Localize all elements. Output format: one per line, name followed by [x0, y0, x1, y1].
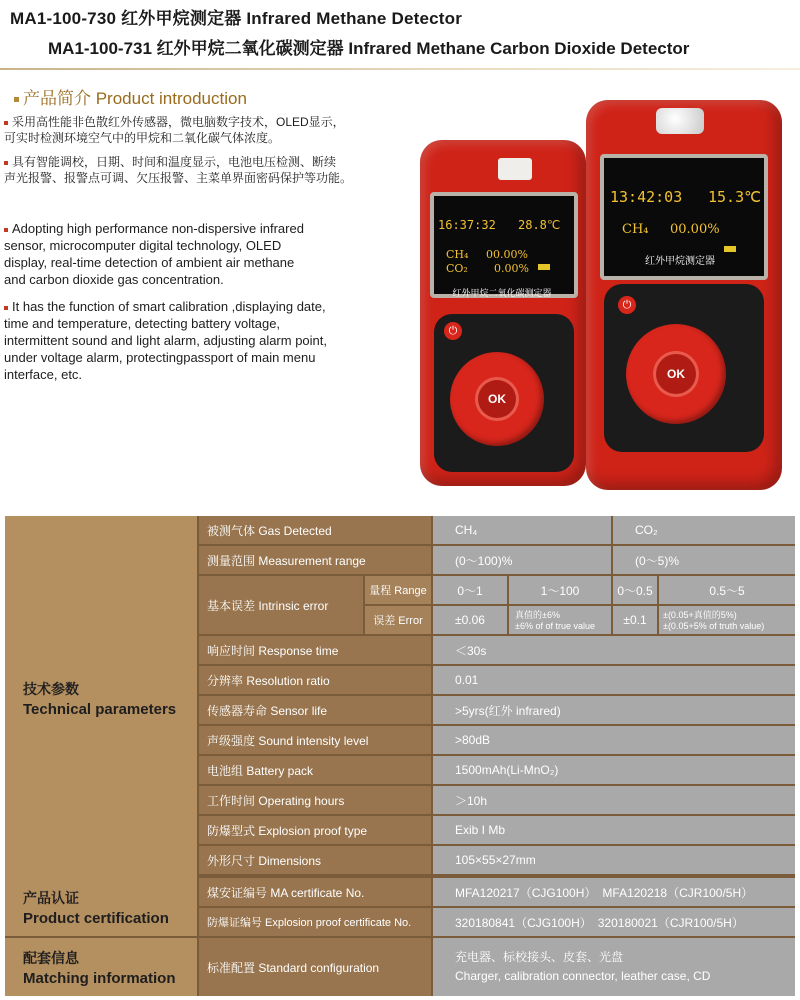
group-technical-parameters: [5, 516, 197, 880]
bullet-line: sensor, microcomputer digital technology, OLED: [4, 238, 282, 253]
group-title-cn: 产品认证: [23, 889, 79, 906]
bullet-line: 可实时检测环境空气中的甲烷和二氧化碳气体浓度。: [4, 131, 281, 145]
cell-dimensions: 105×55×27mm: [433, 846, 795, 874]
cell-range-2: 1～100: [509, 576, 611, 604]
bullet-line: intermittent sound and light alarm, adjusting alarm point,: [4, 333, 328, 348]
row-label-sensor-life: 传感器寿命 Sensor life: [199, 696, 431, 724]
cell-error-4: [659, 606, 795, 634]
row-label-explosion-certificate: 防爆证编号 Explosion proof certificate No.: [199, 908, 431, 936]
bullet-line: 具有智能调校，日期、时间和温度显示，电池电压检测、断续: [12, 155, 337, 169]
row-label-battery-pack: 电池组 Battery pack: [199, 756, 431, 784]
power-icon: ⏻: [444, 322, 462, 340]
screen-co2-label: CO₂: [446, 262, 468, 275]
group-title-en: Matching information: [23, 969, 176, 987]
row-label-explosion-proof-type: 防爆型式 Explosion proof type: [199, 816, 431, 844]
device-left-screen: [430, 192, 578, 298]
group-title-cn: 配套信息: [23, 949, 79, 966]
cell-explosion-proof-type: Exib I Mb: [433, 816, 795, 844]
bullet-icon: [4, 161, 8, 165]
bullet-icon: [4, 121, 8, 125]
row-label-resolution-ratio: 分辨率 Resolution ratio: [199, 666, 431, 694]
cell-operating-hours: ＞10h: [433, 786, 795, 814]
cell-battery-pack: 1500mAh(Li-MnO₂): [433, 756, 795, 784]
bullet-line: and carbon dioxide gas concentration.: [4, 272, 224, 287]
cell-range-ch4: (0～100)%: [433, 546, 611, 574]
group-matching-information: [5, 938, 197, 996]
group-title-cn: 技术参数: [23, 680, 79, 697]
row-label-ma-certificate: 煤安证编号 MA certificate No.: [199, 878, 431, 906]
error-2-line-en: ±6% of of true value: [515, 621, 595, 631]
cell-gas-co2: CO₂: [613, 516, 795, 544]
row-label-measurement-range: 测量范围 Measurement range: [199, 546, 431, 574]
row-label-sound-intensity: 声级强度 Sound intensity level: [199, 726, 431, 754]
config-line-en: Charger, calibration connector, leather case, CD: [455, 969, 711, 983]
screen-temp: 15.3℃: [708, 188, 761, 206]
bullet-line: under voltage alarm, protectingpassport of main menu: [4, 350, 316, 365]
device-left-nameplate: 红外甲烷二氧化碳测定器: [452, 288, 552, 298]
en-bullet-2: [4, 298, 364, 383]
row-label-response-time: 响应时间 Response time: [199, 636, 431, 664]
cell-range-co2: (0～5)%: [613, 546, 795, 574]
bullet-line: 采用高性能非色散红外传感器，微电脑数字技术，OLED显示，: [12, 115, 345, 129]
row-label-gas-detected: 被测气体 Gas Detected: [199, 516, 431, 544]
intro-heading-text: 产品简介 Product introduction: [23, 89, 247, 108]
group-title-en: Product certification: [23, 909, 169, 927]
screen-time: 13:42:03: [610, 188, 683, 206]
cell-error-2: [509, 606, 611, 634]
cell-range-1: 0～1: [433, 576, 507, 604]
cell-sensor-life: >5yrs(红外 infrared): [433, 696, 795, 724]
bullet-line: display, real-time detection of ambient air methane: [4, 255, 295, 270]
intro-heading: [14, 84, 247, 109]
row-label-dimensions: 外形尺寸 Dimensions: [199, 846, 431, 874]
group-product-certification: [5, 878, 197, 936]
config-line-cn: 充电器、标校接头、皮套、光盘: [455, 950, 624, 964]
cell-sound-intensity: >80dB: [433, 726, 795, 754]
battery-icon: [538, 264, 550, 270]
screen-ch4-value: 00.00%: [486, 248, 528, 261]
header-divider: [0, 68, 800, 70]
cell-error-1: ±0.06: [433, 606, 507, 634]
screen-time: 16:37:32: [438, 218, 496, 232]
title-line-2: MA1-100-731 红外甲烷二氧化碳测定器 Infrared Methane Carbon Dioxide Detector: [48, 39, 690, 58]
ok-button-icon: OK: [478, 380, 516, 418]
title-line-1: MA1-100-730 红外甲烷测定器 Infrared Methane Detector: [10, 9, 463, 28]
sub-label-range: 量程 Range: [365, 576, 431, 604]
sub-label-error: 误差 Error: [365, 606, 431, 634]
cell-range-3: 0～0.5: [613, 576, 657, 604]
device-right-keypad: [604, 284, 764, 452]
bullet-icon: [4, 228, 8, 232]
screen-ch4-value: 00.00%: [670, 222, 720, 237]
device-right-image: [586, 100, 782, 490]
screen-co2-value: 0.00%: [494, 262, 529, 275]
bullet-line: 声光报警、报警点可调、欠压报警、主菜单界面密码保护等功能。: [4, 171, 353, 185]
ok-button-icon: OK: [656, 354, 696, 394]
power-icon: ⏻: [618, 296, 636, 314]
spec-table: [5, 516, 795, 996]
cell-gas-ch4: CH₄: [433, 516, 611, 544]
cell-response-time: ＜30s: [433, 636, 795, 664]
cell-resolution-ratio: 0.01: [433, 666, 795, 694]
header: [0, 0, 800, 68]
heading-bullet-icon: [14, 97, 19, 102]
cn-bullet-2: [4, 154, 404, 186]
cell-error-3: ±0.1: [613, 606, 657, 634]
row-label-intrinsic-error: 基本误差 Intrinsic error: [199, 576, 363, 634]
screen-ch4-label: CH₄: [622, 222, 649, 237]
sensor-window-icon: [498, 158, 532, 180]
screen-temp: 28.8℃: [518, 218, 561, 232]
en-bullet-1: [4, 220, 364, 288]
cell-ma-certificate: MFA120217（CJG100H） MFA120218（CJR100/5H）: [433, 878, 795, 906]
row-label-standard-configuration: 标准配置 Standard configuration: [199, 938, 431, 996]
group-title-en: Technical parameters: [23, 700, 177, 718]
bullet-icon: [4, 306, 8, 310]
error-4-line-en: ±(0.05+5% of truth value): [663, 621, 765, 631]
cell-standard-configuration: [433, 938, 795, 996]
row-label-operating-hours: 工作时间 Operating hours: [199, 786, 431, 814]
bullet-line: Adopting high performance non-dispersive infrared: [12, 221, 304, 236]
screen-ch4-label: CH₄: [446, 248, 469, 261]
device-left-keypad: [434, 314, 574, 472]
device-left-image: [420, 140, 586, 486]
cn-bullet-1: [4, 114, 404, 146]
device-right-nameplate: 红外甲烷测定器: [645, 256, 715, 267]
cell-explosion-certificate: 320180841（CJG100H） 320180021（CJR100/5H）: [433, 908, 795, 936]
error-2-line-cn: 真值的±6%: [515, 610, 560, 620]
error-4-line-cn: ±(0.05+真值的5%): [663, 610, 737, 620]
alarm-light-icon: [656, 108, 704, 134]
bullet-line: time and temperature, detecting battery voltage,: [4, 316, 281, 331]
bullet-line: It has the function of smart calibration ,displaying date,: [12, 299, 326, 314]
bullet-line: interface, etc.: [4, 367, 83, 382]
cell-range-4: 0.5～5: [659, 576, 795, 604]
